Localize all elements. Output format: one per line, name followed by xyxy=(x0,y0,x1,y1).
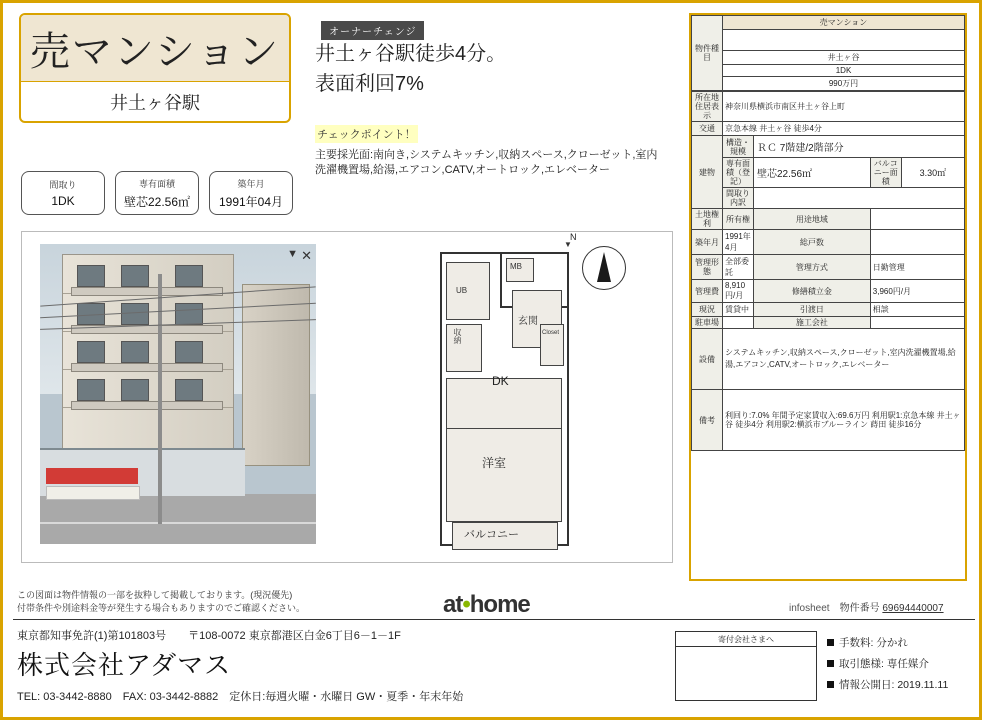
sheet-parking-value xyxy=(723,317,754,329)
photo-shop-sign-sub xyxy=(46,486,140,500)
sheet-label-admintype: 管理方式 xyxy=(754,255,871,280)
sheet-equipment-value: システムキッチン,収納スペース,クローゼット,室内洗濯機置場,給湯,エアコン,CATV,オートロック,エレベーター xyxy=(723,329,965,390)
infosheet-label: infosheet xyxy=(789,603,830,614)
sheet-traffic-value: 京急本線 井土ヶ谷 徒歩4分 xyxy=(723,122,965,136)
sheet-title: 売マンション xyxy=(723,16,965,30)
floor-plan: N ▼ UB MB 玄関 収納 Closet DK 洋室 バルコニー xyxy=(422,232,672,562)
chip-layout-key: 間取り xyxy=(49,180,77,190)
sheet-units-value xyxy=(870,230,964,255)
building-photo xyxy=(40,244,316,544)
company-block xyxy=(17,627,463,704)
chip-built-key: 築年月 xyxy=(237,178,265,189)
sheet-area-value: 壁芯22.56㎡ xyxy=(754,158,871,188)
sheet-table-main xyxy=(691,91,965,451)
athome-logo: at•home xyxy=(443,591,530,618)
agent-stamp-title: 寄付会社さまへ xyxy=(676,632,816,647)
property-no-label: 物件番号 xyxy=(839,603,880,614)
bullet-square-icon xyxy=(827,660,834,667)
sheet-usedistrict-value xyxy=(870,209,964,230)
photo-building-right xyxy=(242,284,310,466)
sheet-label-units: 総戸数 xyxy=(754,230,871,255)
sheet-label-address: 所在地住居表示 xyxy=(692,92,723,122)
sheet-station-value: 井土ヶ谷 xyxy=(723,51,965,65)
headline-block xyxy=(315,39,665,99)
owner-change-badge: オーナーチェンジ xyxy=(321,21,424,40)
chip-layout xyxy=(21,171,105,215)
chip-area-key: 専有面積 xyxy=(138,178,175,189)
sheet-label-landright2: 所有権 xyxy=(723,209,754,230)
photo-shop-sign xyxy=(46,468,138,484)
disclaimer-line2: 付帯条件や別途料金等が発生する場合もありますのでご確認ください。 xyxy=(17,603,306,613)
checkpoint-block xyxy=(315,125,667,178)
media-frame xyxy=(21,231,673,563)
checkpoint-title: チェックポイント！ xyxy=(315,125,418,143)
plan-bath xyxy=(446,262,490,320)
chip-built xyxy=(209,171,293,215)
sheet-label-remarks: 備考 xyxy=(692,390,723,451)
headline-line1: 井土ヶ谷駅徒歩4分。 xyxy=(315,43,507,65)
sheet-constructor-value xyxy=(870,317,964,329)
sheet-adminfee-value: 8,910円/月 xyxy=(723,280,754,303)
spec-chips xyxy=(21,171,293,215)
photo-dropdown-icon[interactable]: ▼ xyxy=(287,248,298,260)
sheet-label-adminfee: 管理費 xyxy=(692,280,723,303)
transaction-fee: 手数料: 分かれ xyxy=(827,633,948,654)
footer-divider xyxy=(13,619,975,620)
transaction-info xyxy=(827,633,948,696)
agent-stamp-box xyxy=(675,631,817,701)
chip-area-value: 壁芯22.56㎡ xyxy=(123,194,191,209)
sheet-label-admin: 管理形態 xyxy=(692,255,723,280)
sheet-label-block: 物件種目 xyxy=(692,16,723,91)
plan-label-balcony: バルコニー xyxy=(464,529,519,541)
chip-built-value: 1991年04月 xyxy=(218,194,284,209)
sheet-built-value: 1991年4月 xyxy=(723,230,754,255)
sheet-label-area: 専有面積（登記） xyxy=(723,158,754,188)
sheet-type-value: 1DK xyxy=(723,65,965,77)
title-card xyxy=(19,13,291,123)
sheet-table-top xyxy=(691,15,965,91)
sheet-handover-value: 相談 xyxy=(870,303,964,317)
bullet-square-icon xyxy=(827,681,834,688)
bullet-square-icon xyxy=(827,639,834,646)
sheet-structure-value: ＲＣ 7階建/2階部分 xyxy=(754,136,965,158)
north-label: N xyxy=(570,232,577,242)
plan-label-dk: DK xyxy=(492,374,509,388)
chip-layout-value: 1DK xyxy=(51,194,75,208)
sheet-label-status: 現況 xyxy=(692,303,723,317)
sheet-status-value: 賃貸中 xyxy=(723,303,754,317)
sheet-remarks-value: 利回り:7.0% 年間予定家賃収入:69.6万円 利用駅1:京急本線 井土ヶ谷 徒歩4分 利用駅2:横浜市ブルーライン 蒔田 徒歩16分 xyxy=(723,390,965,451)
sheet-address-value: 神奈川県横浜市南区井土ヶ谷上町 xyxy=(723,92,965,122)
company-license: 東京都知事免許(1)第101803号 〒108-0072 東京都港区白金6丁目6－1－1F xyxy=(17,630,401,642)
plan-washitsu xyxy=(446,428,562,522)
title-card-main: 売マンション xyxy=(21,15,289,82)
disclaimer-line1: この図面は物件情報の一部を抜粋して掲載しております。(現況優先) xyxy=(17,590,293,600)
sheet-label-building: 建物 xyxy=(692,136,723,209)
publish-date: 情報公開日: 2019.11.11 xyxy=(827,675,948,696)
sheet-admin-value: 全部委託 xyxy=(723,255,754,280)
property-data-sheet xyxy=(689,13,967,581)
sheet-label-handover: 引渡日 xyxy=(754,303,871,317)
sheet-label-balcony: バルコニー面積 xyxy=(870,158,901,188)
headline-line2: 表面利回7% xyxy=(315,73,424,95)
sheet-label-equipment: 設備 xyxy=(692,329,723,390)
company-contact: TEL: 03-3442-8880 FAX: 03-3442-8882 定休日:毎週火曜・水曜日 GW・夏季・年末年始 xyxy=(17,691,464,703)
sheet-admintype-value: 日勤管理 xyxy=(870,255,964,280)
sheet-label-built: 築年月 xyxy=(692,230,723,255)
photo-close-icon[interactable]: ✕ xyxy=(301,248,312,263)
photo-building-main xyxy=(62,254,234,471)
sheet-label-repair: 修繕積立金 xyxy=(754,280,871,303)
sheet-label-parking: 駐車場 xyxy=(692,317,723,329)
company-name: 株式会社アダマス xyxy=(17,650,232,680)
sheet-label-traffic: 交通 xyxy=(692,122,723,136)
sheet-label-usedistrict: 用途地域 xyxy=(754,209,871,230)
sheet-name-value xyxy=(723,30,965,51)
disclaimer xyxy=(17,589,305,615)
chip-area xyxy=(115,171,199,215)
sheet-price-value: 990万円 xyxy=(723,77,965,91)
sheet-label-constructor: 施工会社 xyxy=(754,317,871,329)
photo-road xyxy=(40,494,316,544)
sheet-label-landright: 土地権利 xyxy=(692,209,723,230)
title-card-station: 井土ヶ谷駅 xyxy=(110,93,200,113)
sheet-label-other1: 間取り内訳 xyxy=(723,188,754,209)
plan-label-room: 洋室 xyxy=(482,456,507,470)
infosheet-line xyxy=(789,599,944,614)
checkpoint-body: 主要採光面:南向き,システムキッチン,収納スペース,クローゼット,室内洗濯機置場,給湯,エアコン,CATV,オートロック,エレベーター xyxy=(315,149,658,176)
property-no-value: 69694440007 xyxy=(882,603,944,614)
sheet-repair-value: 3,960円/月 xyxy=(870,280,964,303)
sheet-label-structure: 構造・規模 xyxy=(723,136,754,158)
sheet-balcony-value: 3.30㎡ xyxy=(901,158,964,188)
compass-icon xyxy=(582,246,626,290)
sheet-other1-value xyxy=(754,188,965,209)
transaction-type: 取引態様: 専任媒介 xyxy=(827,654,948,675)
